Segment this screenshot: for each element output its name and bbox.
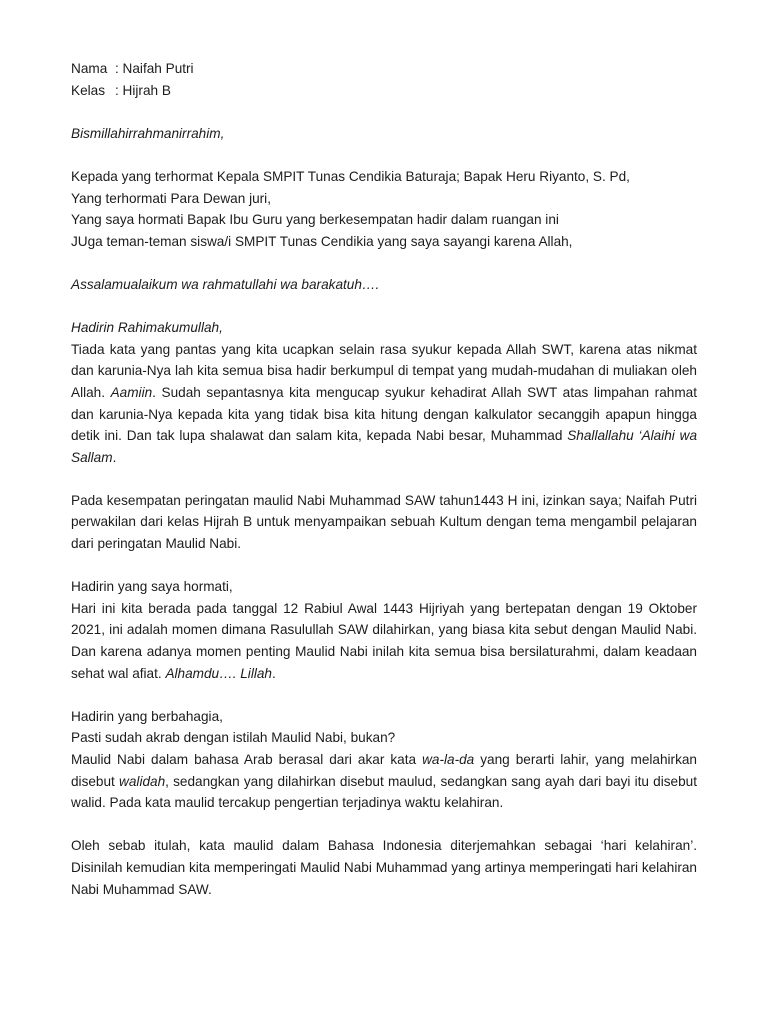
question-line: Pasti sudah akrab dengan istilah Maulid Nabi, bukan? <box>71 730 396 746</box>
paragraph-etymology <box>71 749 697 814</box>
opening-greeting: Assalamualaikum wa rahmatullahi wa barakatuh…. <box>71 276 380 292</box>
spacer <box>71 814 697 836</box>
salutation-line: JUga teman-teman siswa/i SMPIT Tunas Cendikia yang saya sayangi karena Allah, <box>71 233 573 249</box>
spacer <box>71 101 697 123</box>
class-label: Kelas <box>71 82 106 98</box>
spacer <box>71 468 697 490</box>
section-heading: Hadirin yang berbahagia, <box>71 708 223 724</box>
paragraph-text: Hari ini kita berada pada tanggal 12 Rabiul Awal 1443 Hijriyah yang bertepatan dengan 19 Oktober 2021, ini adalah momen dimana Rasulullah SAW dilahirkan, yang biasa kita sebut dengan Maulid Nabi. Dan karena adanya momen penting Maulid Nabi inilah kita semua bisa bersilaturahmi, dalam keadaan sehat wal afiat. <box>71 600 697 681</box>
spacer <box>71 252 697 274</box>
paragraph-occasion: Pada kesempatan peringatan maulid Nabi Muhammad SAW tahun1443 H ini, izinkan saya; Naifah Putri perwakilan dari kelas Hijrah B untuk menyampaikan sebuah Kultum dengan tema mengambil pelajaran dari peringatan Maulid Nabi. <box>71 492 697 552</box>
salutation-line: Yang saya hormati Bapak Ibu Guru yang berkesempatan hadir dalam ruangan ini <box>71 212 559 228</box>
italic-phrase: Alhamdu…. Lillah <box>165 665 272 681</box>
document-body <box>71 58 697 900</box>
italic-phrase: Shallallahu ‘Alaihi wa Sallam <box>71 428 697 465</box>
italic-phrase: walidah <box>119 773 166 789</box>
section-heading: Hadirin Rahimakumullah, <box>71 320 223 336</box>
paragraph-text: . <box>272 665 276 681</box>
basmalah: Bismillahirrahmanirrahim, <box>71 125 225 141</box>
salutation-line: Yang terhormati Para Dewan juri, <box>71 190 271 206</box>
paragraph-translation: Oleh sebab itulah, kata maulid dalam Bahasa Indonesia diterjemahkan sebagai ‘hari kelahiran’. Disinilah kemudian kita memperingati Maulid Nabi Muhammad yang artinya memperingati hari kelahiran Nabi Muhammad SAW. <box>71 838 697 897</box>
spacer <box>71 555 697 577</box>
salutation-line: Kepada yang terhormat Kepala SMPIT Tunas Cendikia Baturaja; Bapak Heru Riyanto, S. Pd, <box>71 168 630 184</box>
paragraph-date <box>71 598 697 684</box>
paragraph-text: Tiada kata yang pantas yang kita ucapkan selain rasa syukur kepada Allah SWT, karena atas nikmat dan karunia-Nya lah kita semua bisa hadir berkumpul di tempat yang mudah-mudahan di muliakan oleh Allah. <box>71 341 697 400</box>
name-label: Nama <box>71 61 108 76</box>
spacer <box>71 296 697 318</box>
paragraph-text: Maulid Nabi dalam bahasa Arab berasal dari akar kata <box>71 752 423 767</box>
italic-phrase: wa-la-da <box>422 752 475 767</box>
spacer <box>71 684 697 706</box>
paragraph-text: . <box>112 449 117 465</box>
paragraph-gratitude <box>71 339 697 469</box>
section-heading: Hadirin yang saya hormati, <box>71 579 233 595</box>
paragraph-text: yang berarti lahir, yang melahirkan disebut <box>71 752 697 789</box>
class-line <box>71 80 697 102</box>
name-value: : Naifah Putri <box>115 61 194 76</box>
spacer <box>71 144 697 166</box>
paragraph-text: , sedangkan yang dilahirkan disebut maulud, sedangkan sang ayah dari bayi itu disebut walid. Pada kata maulid tercakup pengertian terjadinya waktu kelahiran. <box>71 773 697 811</box>
name-line <box>71 58 697 80</box>
class-value: : Hijrah B <box>115 82 171 98</box>
paragraph-text: . Sudah sepantasnya kita mengucap syukur kehadirat Allah SWT atas limpahan rahmat dan karunia-Nya kepada kita yang tidak bisa kita hitung dengan kalkulator secanggih apapun hingga detik ini. Dan tak lupa shalawat dan salam kita, kepada Nabi besar, Muhammad <box>71 384 697 444</box>
italic-phrase: Aamiin <box>110 384 153 400</box>
